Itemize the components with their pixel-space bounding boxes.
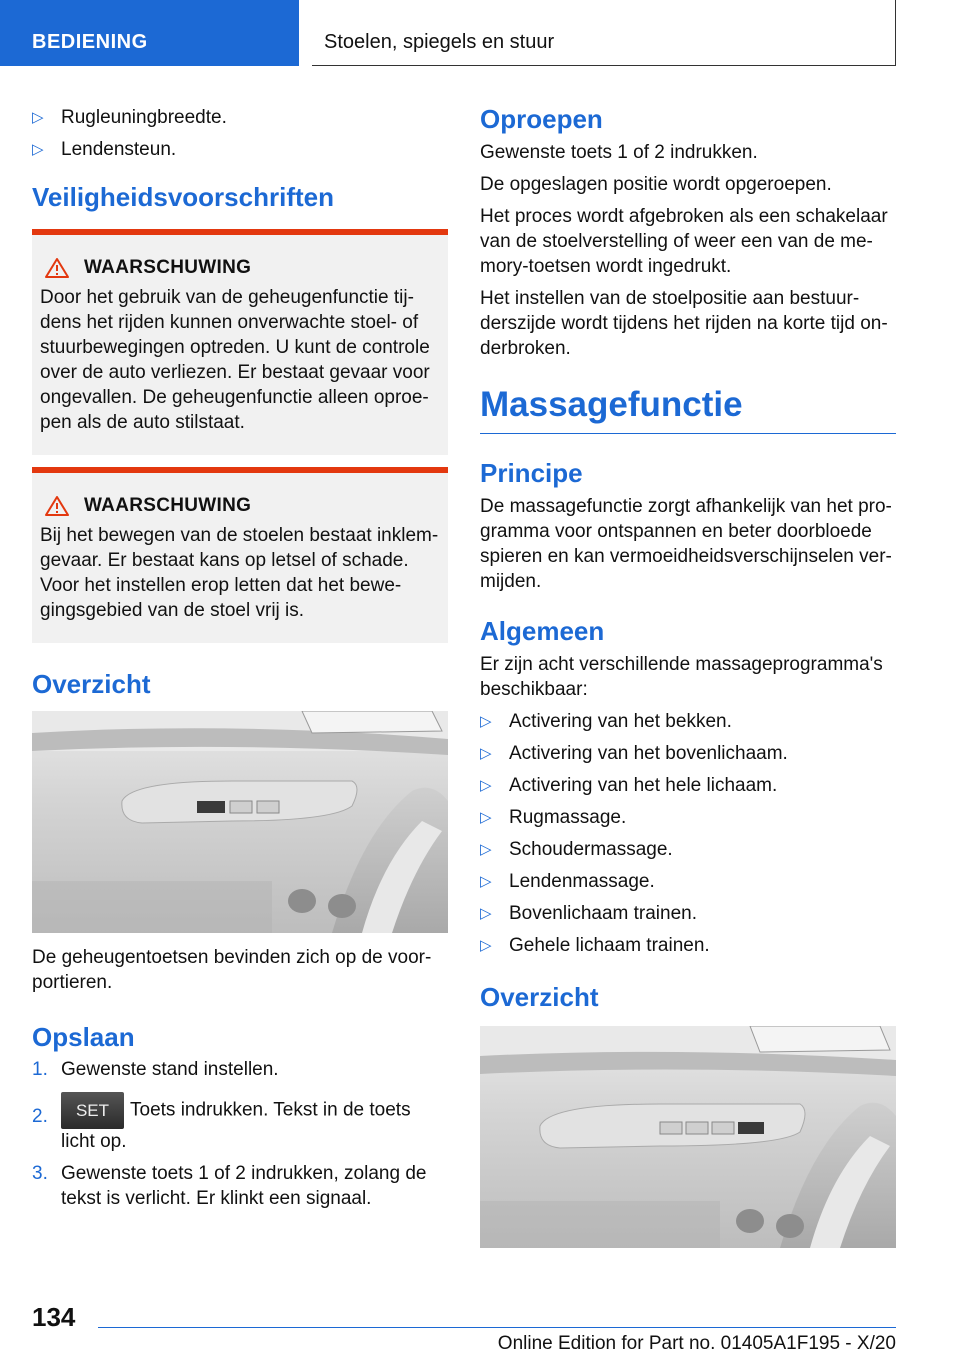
list-item: ▷ Rugleuningbreedte. <box>32 107 227 128</box>
triangle-bullet-icon: ▷ <box>32 109 44 126</box>
section-tab: BEDIENING <box>0 0 299 66</box>
page-number: 134 <box>32 1302 76 1332</box>
warning-text: Door het gebruik van de geheugenfunctie tij-dens het rijden kunnen onverwachte stoel- of stuurbewegingen optreden. U kunt de controle over de auto verliezen. Er bestaat gevaar voor ongevallen. De geheugenfunctie alleen oproe-pen als de auto stilstaat. <box>40 287 430 433</box>
list-item: ▷ Gehele lichaam trainen. <box>480 935 710 956</box>
principle-text: De massagefunctie zorgt afhankelijk van het pro-gramma voor ontspannen en beter doorbloede spieren en kan vermoeidheidsverschijnselen ver-mijden. <box>480 496 892 592</box>
recall-para: Het instellen van de stoelpositie aan bestuur-derszijde wordt tijdens het rijden na korte tijd on-derbroken. <box>480 288 888 359</box>
bullet-list <box>32 105 448 162</box>
general-text: Er zijn acht verschillende massageprogramma's beschikbaar: <box>480 654 883 700</box>
triangle-bullet-icon: ▷ <box>480 777 492 794</box>
store-steps <box>32 1057 448 1211</box>
overview-heading: Overzicht <box>480 982 599 1012</box>
safety-heading: Veiligheidsvoorschriften <box>32 182 334 212</box>
overview-heading: Overzicht <box>32 669 151 699</box>
massage-heading-rule <box>480 385 896 434</box>
list-item: ▷ Activering van het bekken. <box>480 711 732 732</box>
triangle-bullet-icon: ▷ <box>480 809 492 826</box>
recall-para: De opgeslagen positie wordt opgeroepen. <box>480 174 832 195</box>
warning-triangle-icon <box>44 495 70 517</box>
photo-caption: De geheugentoetsen bevinden zich op de voor-portieren. <box>32 947 432 993</box>
triangle-bullet-icon: ▷ <box>480 841 492 858</box>
triangle-bullet-icon: ▷ <box>480 745 492 762</box>
store-heading: Opslaan <box>32 1022 135 1052</box>
recall-para: Het proces wordt afgebroken als een schakelaar van de stoelverstelling of weer een van de me-mory-toetsen wordt ingedrukt. <box>480 206 888 277</box>
triangle-bullet-icon: ▷ <box>32 141 44 158</box>
triangle-bullet-icon: ▷ <box>480 713 492 730</box>
list-item: 2. SET Toets indrukken. Tekst in de toets licht op. <box>32 1092 448 1154</box>
list-item: ▷ Bovenlichaam trainen. <box>480 903 697 924</box>
door-memory-buttons-photo <box>32 711 448 933</box>
recall-heading: Oproepen <box>480 104 603 134</box>
massage-program-list <box>480 709 896 958</box>
massage-buttons-photo <box>480 1026 896 1248</box>
list-item: ▷ Activering van het hele lichaam. <box>480 775 778 796</box>
triangle-bullet-icon: ▷ <box>480 873 492 890</box>
warning-label: WAARSCHUWING <box>84 495 252 516</box>
list-item: ▷ Schoudermassage. <box>480 839 673 860</box>
list-item: 3. Gewenste toets 1 of 2 indrukken, zolang de tekst is verlicht. Er klinkt een signaal. <box>32 1163 427 1209</box>
triangle-bullet-icon: ▷ <box>480 937 492 954</box>
edition-footer: Online Edition for Part no. 01405A1F195 - X/20 <box>98 1327 896 1355</box>
warning-box <box>32 229 448 455</box>
principle-heading: Principe <box>480 458 583 488</box>
door-panel-illustration <box>32 711 448 933</box>
triangle-bullet-icon: ▷ <box>480 905 492 922</box>
chapter-title: Stoelen, spiegels en stuur <box>312 0 896 66</box>
list-item: ▷ Lendensteun. <box>32 139 177 160</box>
list-item: ▷ Lendenmassage. <box>480 871 655 892</box>
door-panel-illustration <box>480 1026 896 1248</box>
list-item: ▷ Rugmassage. <box>480 807 627 828</box>
massage-heading: Massagefunctie <box>480 385 743 424</box>
list-item: ▷ Activering van het bovenlichaam. <box>480 743 788 764</box>
warning-box <box>32 467 448 643</box>
left-column <box>32 100 448 1218</box>
general-heading: Algemeen <box>480 616 605 646</box>
recall-para: Gewenste toets 1 of 2 indrukken. <box>480 142 758 163</box>
list-item: 1. Gewenste stand instellen. <box>32 1059 279 1080</box>
warning-triangle-icon <box>44 257 70 279</box>
warning-label: WAARSCHUWING <box>84 257 252 278</box>
set-button-icon: SET <box>61 1092 124 1129</box>
warning-text: Bij het bewegen van de stoelen bestaat inklem-gevaar. Er bestaat kans op letsel of schade. Voor het instellen erop letten dat het bewe-gingsgebied van de stoel vrij is. <box>40 525 439 621</box>
right-column <box>480 100 896 1248</box>
